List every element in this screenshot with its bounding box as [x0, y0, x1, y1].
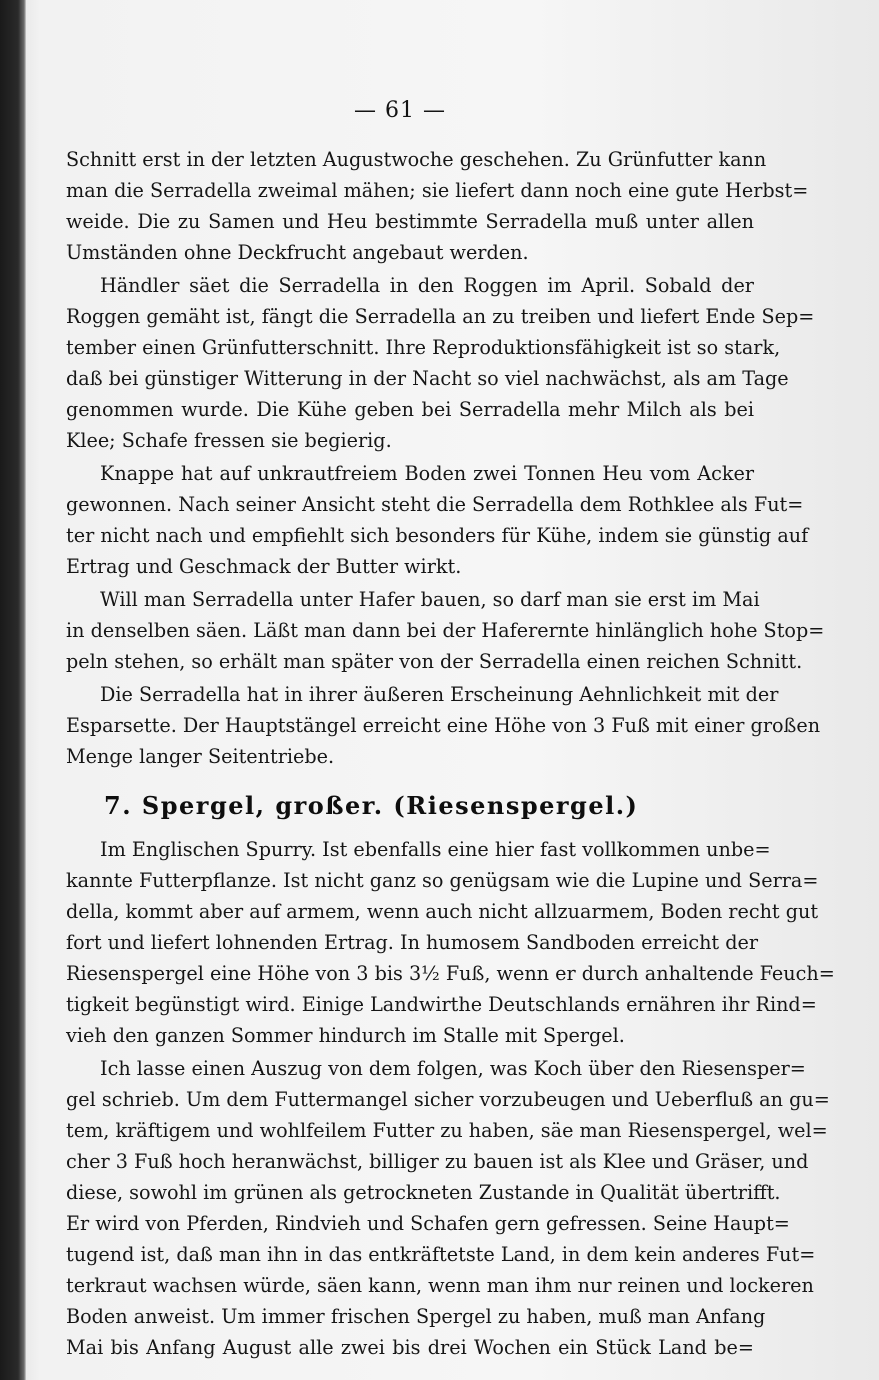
text-line: Die Serradella hat in ihrer äußeren Erscheinung Aehnlichkeit mit der	[100, 683, 779, 706]
text-line: tugend ist, daß man ihn in das entkräftetste Land, in dem kein anderes Fut=	[66, 1243, 816, 1266]
text-line: Riesenspergel eine Höhe von 3 bis 3½ Fuß, wenn er durch anhaltende Feuch=	[66, 962, 835, 985]
book-spine-shadow	[0, 0, 26, 1380]
text-line: Schnitt erst in der letzten Augustwoche geschehen. Zu Grünfutter kann	[66, 148, 767, 171]
text-line: Menge langer Seitentriebe.	[66, 745, 335, 768]
text-line: fort und liefert lohnenden Ertrag. In humosem Sandboden erreicht der	[66, 931, 759, 954]
text-line: peln stehen, so erhält man später von der Serradella einen reichen Schnitt.	[66, 650, 803, 673]
paragraph	[66, 584, 825, 677]
text-line: Roggen gemäht ist, fängt die Serradella an zu treiben und liefert Ende Sep=	[66, 305, 815, 328]
paragraph	[66, 270, 815, 456]
paragraph	[66, 834, 835, 1051]
text-line: Händler säet die Serradella in den Roggen im April. Sobald der	[100, 274, 754, 297]
text-line: kannte Futterpflanze. Ist nicht ganz so genügsam wie die Lupine und Serra=	[66, 869, 819, 892]
text-line: Er wird von Pferden, Rindvieh und Schafen gern gefressen. Seine Haupt=	[66, 1212, 790, 1235]
text-line: tigkeit begünstigt wird. Einige Landwirthe Deutschlands ernähren ihr Rind=	[66, 993, 817, 1016]
text-line: diese, sowohl im grünen als getrockneten Zustande in Qualität übertrifft.	[66, 1181, 781, 1204]
text-line: Boden anweist. Um immer frischen Spergel zu haben, muß man Anfang	[66, 1305, 766, 1328]
text-line: ter nicht nach und empfiehlt sich besonders für Kühe, indem sie günstig auf	[66, 524, 809, 547]
text-line: Klee; Schafe fressen sie begierig.	[66, 429, 392, 452]
text-line: vieh den ganzen Sommer hindurch im Stalle mit Spergel.	[66, 1024, 625, 1047]
text-line: gel schrieb. Um dem Futtermangel sicher vorzubeugen und Ueberfluß an gu=	[66, 1088, 830, 1111]
text-line: della, kommt aber auf armem, wenn auch nicht allzuarmem, Boden recht gut	[66, 900, 819, 923]
text-line: daß bei günstiger Witterung in der Nacht so viel nachwächst, als am Tage	[66, 367, 789, 390]
page-text	[66, 144, 835, 1363]
text-line: tem, kräftigem und wohlfeilem Futter zu haben, säe man Riesenspergel, wel=	[66, 1119, 828, 1142]
text-line: Ertrag und Geschmack der Butter wirkt.	[66, 555, 462, 578]
text-line: tember einen Grünfutterschnitt. Ihre Reproduktionsfähigkeit ist so stark,	[66, 336, 781, 359]
paragraph	[66, 1053, 830, 1363]
text-line: Umständen ohne Deckfrucht angebaut werden.	[66, 241, 529, 264]
paragraph	[66, 144, 809, 268]
text-line: Will man Serradella unter Hafer bauen, so darf man sie erst im Mai	[100, 588, 760, 611]
text-line: Ich lasse einen Auszug von dem folgen, was Koch über den Riesensper=	[100, 1057, 806, 1080]
text-line: Im Englischen Spurry. Ist ebenfalls eine hier fast vollkommen unbe=	[100, 838, 771, 861]
page-number: — 61 —	[354, 98, 446, 123]
text-line: in denselben säen. Läßt man dann bei der Haferernte hinlänglich hohe Stop=	[66, 619, 825, 642]
text-line: Esparsette. Der Hauptstängel erreicht eine Höhe von 3 Fuß mit einer großen	[66, 714, 821, 737]
text-line: terkraut wachsen würde, säen kann, wenn man ihm nur reinen und lockeren	[66, 1274, 814, 1297]
text-line: genommen wurde. Die Kühe geben bei Serradella mehr Milch als bei	[66, 398, 754, 421]
text-line: gewonnen. Nach seiner Ansicht steht die Serradella dem Rothklee als Fut=	[66, 493, 804, 516]
text-line: weide. Die zu Samen und Heu bestimmte Serradella muß unter allen	[66, 210, 754, 233]
paragraph	[66, 679, 821, 772]
text-line: cher 3 Fuß hoch heranwächst, billiger zu bauen ist als Klee und Gräser, und	[66, 1150, 809, 1173]
text-line: Mai bis Anfang August alle zwei bis drei Wochen ein Stück Land be=	[66, 1336, 754, 1359]
text-line: man die Serradella zweimal mähen; sie liefert dann noch eine gute Herbst=	[66, 179, 809, 202]
paragraph	[66, 458, 809, 582]
section-heading: 7. Spergel, großer. (Riesenspergel.)	[104, 791, 639, 820]
text-line: Knappe hat auf unkrautfreiem Boden zwei Tonnen Heu vom Acker	[100, 462, 754, 485]
